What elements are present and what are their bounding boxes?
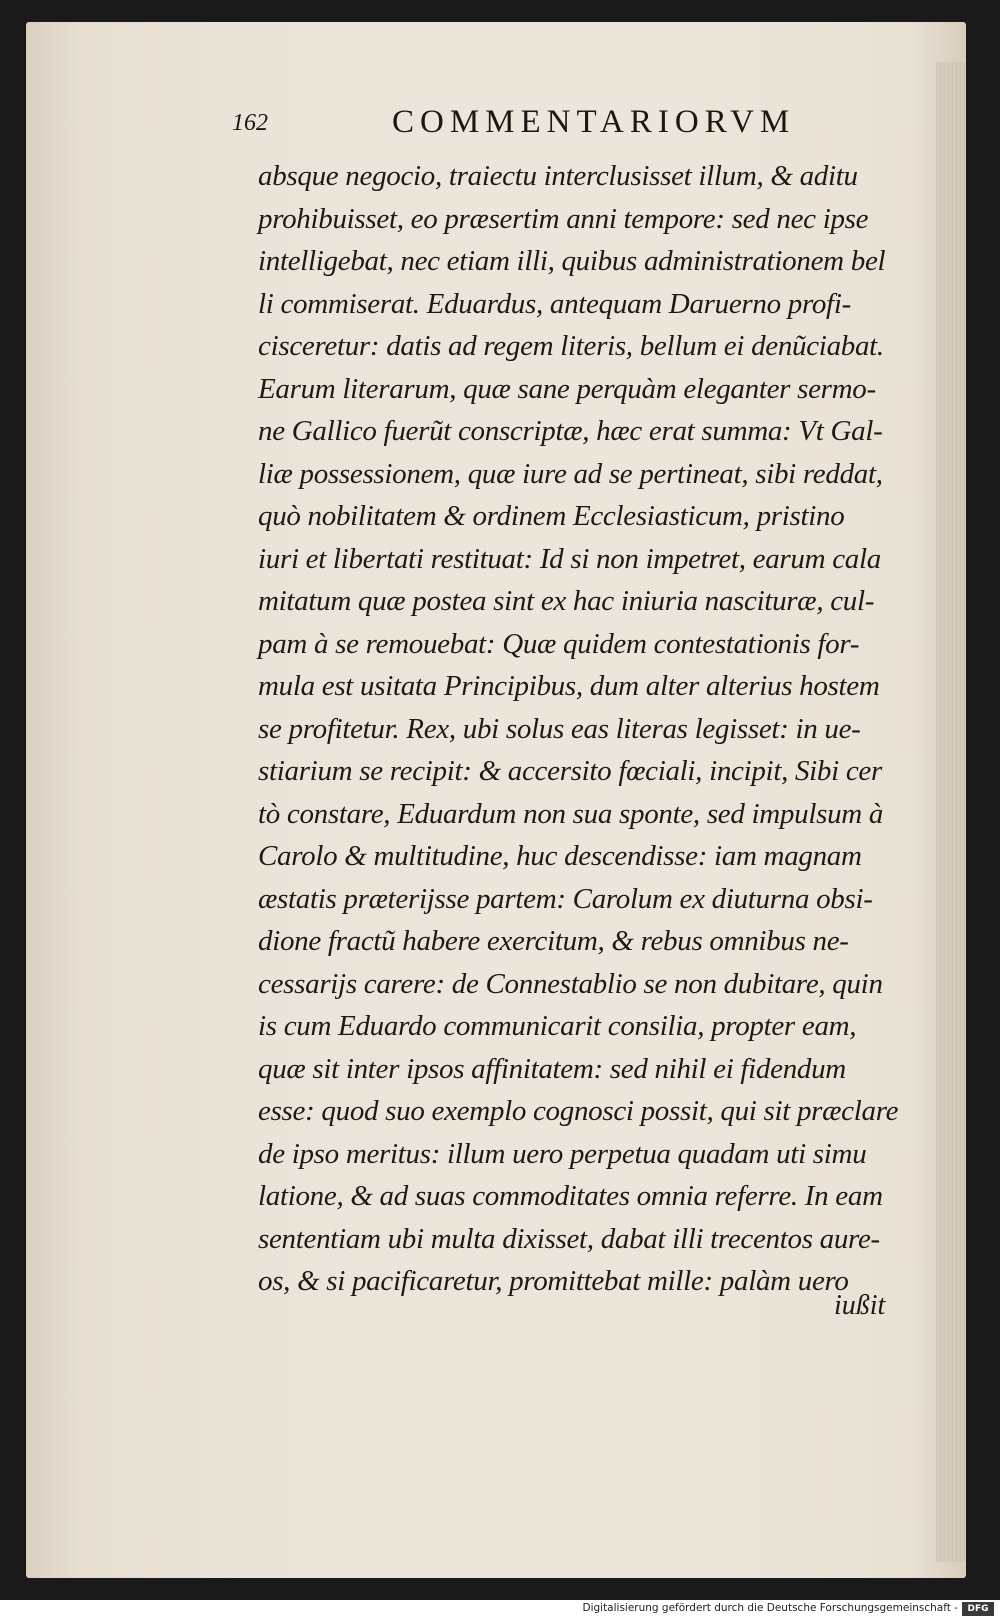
text-line: latione, & ad suas commoditates omnia referre. In eam (258, 1180, 883, 1212)
digitization-footer (0, 1600, 1000, 1619)
text-line: iuri et libertati restituat: Id si non impetret, earum cala (258, 542, 881, 575)
text-line: is cum Eduardo communicarit consilia, propter eam, (258, 1010, 857, 1042)
text-line: absque negocio, traiectu interclusisset illum, & aditu (258, 160, 858, 192)
text-line: os, & si pacificaretur, promittebat mille: palàm uero (258, 1265, 849, 1297)
dfg-logo-icon: DFG (962, 1602, 994, 1616)
text-line: mitatum quæ postea sint ex hac iniuria nascituræ, cul- (258, 585, 875, 617)
text-line: de ipso meritus: illum uero perpetua quadam uti simu (258, 1137, 867, 1170)
page-edge-shadow (936, 62, 966, 1562)
text-line: mula est usitata Principibus, dum alter alterius hostem (258, 670, 880, 702)
text-line: sententiam ubi multa dixisset, dabat illi trecentos aure- (258, 1222, 880, 1255)
text-line: intelligebat, nec etiam illi, quibus administrationem bel (258, 245, 886, 277)
text-line: cisceretur: datis ad regem literis, bellum ei denũciabat. (258, 330, 884, 362)
text-line: prohibuisset, eo præsertim anni tempore: sed nec ipse (258, 202, 869, 235)
text-line: Carolo & multitudine, huc descendisse: iam magnam (258, 840, 862, 872)
text-line: cessarijs carere: de Connestablio se non dubitare, quin (258, 967, 883, 1000)
text-line: esse: quod suo exemplo cognosci possit, qui sit præclare (258, 1095, 899, 1127)
text-line: li commiserat. Eduardus, antequam Daruerno profi- (258, 287, 851, 320)
footer-credit: Digitalisierung gefördert durch die Deutsche Forschungsgemeinschaft - (582, 1602, 958, 1614)
text-line: ne Gallico fuerũt conscriptæ, hæc erat summa: Vt Gal- (258, 415, 883, 447)
text-line: pam à se remouebat: Quæ quidem contestationis for- (258, 627, 860, 660)
body-text (258, 155, 938, 1303)
text-line: dione fractũ habere exercitum, & rebus omnibus ne- (258, 925, 849, 957)
text-line: stiarium se recipit: & accersito fœciali, incipit, Sibi cer (258, 755, 882, 787)
text-line: quæ sit inter ipsos affinitatem: sed nihil ei fidendum (258, 1052, 846, 1085)
running-head: COMMENTARIORVM (392, 104, 796, 140)
page-header (232, 104, 852, 148)
text-line: æstatis præterijsse partem: Carolum ex diuturna obsi- (258, 882, 873, 915)
text-line: quò nobilitatem & ordinem Ecclesiasticum, pristino (258, 500, 845, 532)
page-number: 162 (232, 110, 268, 136)
text-line: se profitetur. Rex, ubi solus eas literas legisset: in ue- (258, 712, 861, 745)
text-line: liæ possessionem, quæ iure ad se pertineat, sibi reddat, (258, 457, 883, 490)
text-line: Earum literarum, quæ sane perquàm eleganter sermo- (258, 372, 876, 405)
catchword: iußit (834, 1290, 886, 1321)
text-line: tò constare, Eduardum non sua sponte, sed impulsum à (258, 797, 884, 830)
